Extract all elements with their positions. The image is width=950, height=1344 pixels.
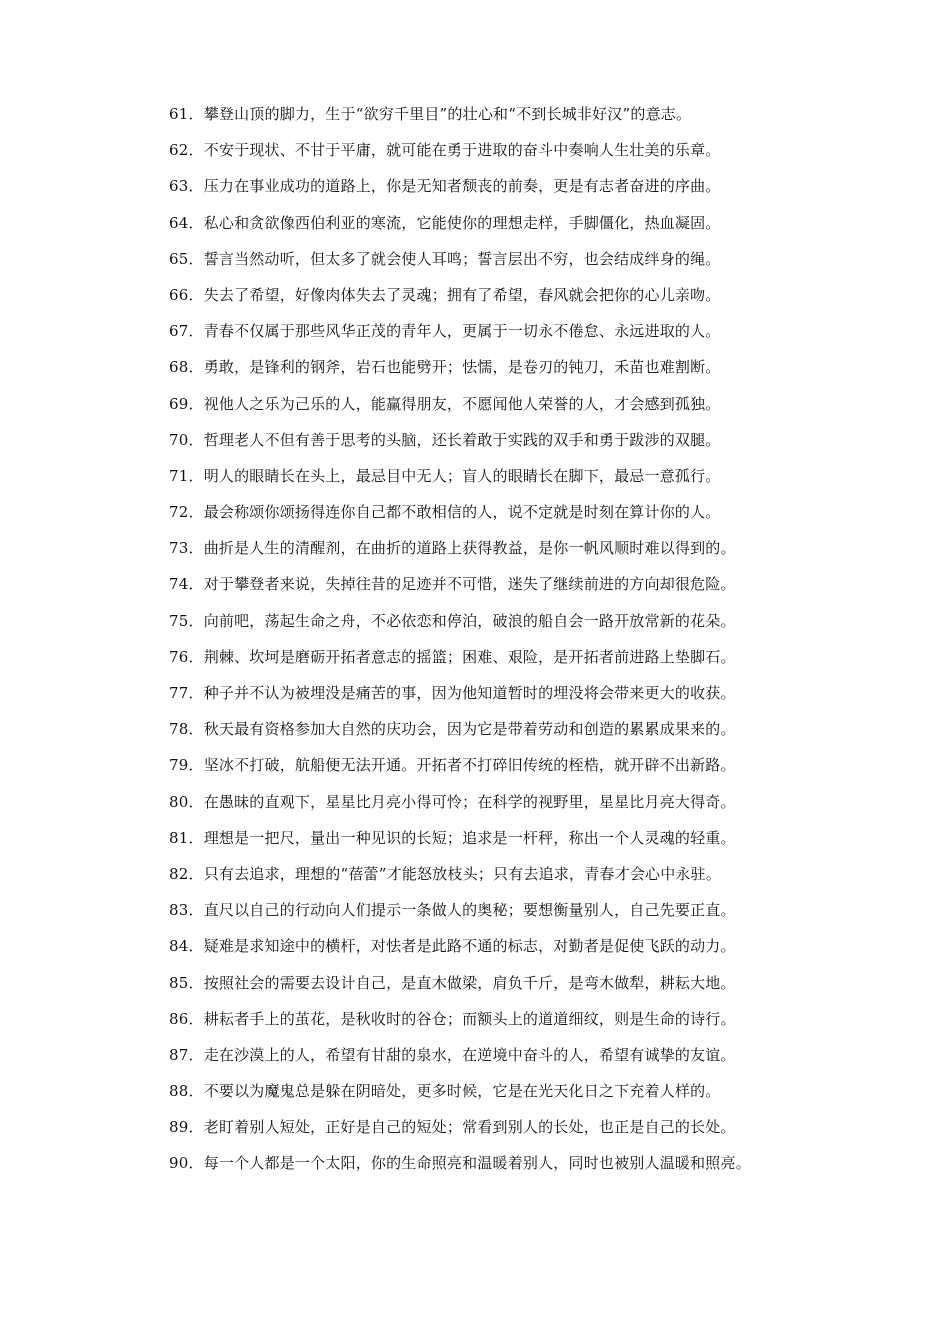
quote-line: [169, 892, 829, 928]
quote-number: 67．: [169, 322, 204, 341]
quote-text: 不要以为魔鬼总是躲在阴暗处，更多时候，它是在光天化日之下充着人样的。: [203, 1082, 721, 1101]
quote-text: 向前吧，荡起生命之舟，不必依恋和停泊，破浪的船自会一路开放常新的花朵。: [203, 611, 736, 630]
quote-line: [169, 639, 829, 675]
quote-line: [169, 1001, 829, 1037]
quote-number: 77．: [169, 684, 204, 702]
quote-text: 誓言当然动听，但太多了就会使人耳鸣；誓言层出不穷，也会结成绊身的绳。: [203, 249, 721, 268]
quote-line: [169, 313, 829, 349]
quote-text: 荆棘、坎坷是磨砺开拓者意志的摇篮；困难、艰险，是开拓者前进路上垫脚石。: [203, 647, 736, 666]
quote-line: [169, 965, 829, 1001]
quote-number: 89．: [169, 1118, 204, 1137]
quote-number: 62．: [169, 141, 204, 160]
quote-text: 私心和贪欲像西伯利亚的寒流，它能使你的理想走样，手脚僵化，热血凝固。: [203, 213, 721, 232]
quote-line: [169, 820, 829, 856]
quote-number: 84．: [169, 937, 204, 956]
quote-text: 攀登山顶的脚力，生于“欲穷千里目”的壮心和“不到长城非好汉”的意志。: [203, 105, 692, 123]
quote-text: 坚冰不打破，航船便无法开通。开拓者不打碎旧传统的桎梏，就开辟不出新路。: [203, 756, 736, 775]
quote-line: [169, 747, 829, 783]
quote-line: [169, 530, 829, 566]
quote-number: 76．: [169, 647, 204, 666]
quote-text: 哲理老人不但有善于思考的头脑，还长着敢于实践的双手和勇于跋涉的双腿。: [203, 430, 721, 449]
quote-text: 明人的眼睛长在头上，最忌目中无人；盲人的眼睛长在脚下，最忌一意孤行。: [203, 466, 721, 485]
quote-line: [169, 349, 829, 385]
quote-number: 72．: [169, 503, 204, 522]
quote-list: [169, 96, 829, 1182]
quote-number: 63．: [169, 177, 204, 196]
quote-number: 74．: [169, 575, 204, 594]
quote-number: 64．: [169, 213, 204, 232]
quote-number: 61．: [169, 105, 204, 123]
quote-text: 每一个人都是一个太阳，你的生命照亮和温暖着别人，同时也被别人温暖和照亮。: [203, 1154, 751, 1173]
quote-number: 80．: [169, 792, 204, 811]
quote-text: 视他人之乐为己乐的人，能赢得朋友，不愿闻他人荣誉的人，才会感到孤独。: [203, 394, 721, 413]
quote-line: [169, 241, 829, 277]
quote-line: [169, 96, 829, 132]
quote-number: 86．: [169, 1009, 204, 1028]
quote-number: 82．: [169, 864, 204, 883]
quote-number: 70．: [169, 430, 204, 449]
quote-line: [169, 603, 829, 639]
quote-line: [169, 1037, 829, 1073]
quote-number: 73．: [169, 539, 204, 558]
quote-line: [169, 856, 829, 892]
quote-text: 按照社会的需要去设计自己，是直木做梁，肩负千斤，是弯木做犁，耕耘大地。: [203, 973, 736, 992]
quote-number: 75．: [169, 611, 204, 630]
quote-number: 81．: [169, 828, 204, 847]
quote-line: [169, 386, 829, 422]
quote-line: [169, 784, 829, 820]
quote-text: 理想是一把尺，量出一种见识的长短；追求是一杆秤，称出一个人灵魂的轻重。: [203, 828, 736, 847]
quote-number: 85．: [169, 973, 204, 992]
quote-line: [169, 422, 829, 458]
quote-line: [169, 675, 829, 711]
quote-text: 对于攀登者来说，失掉往昔的足迹并不可惜，迷失了继续前进的方向却很危险。: [203, 575, 736, 594]
quote-text: 疑难是求知途中的横杆，对怯者是此路不通的标志，对勤者是促使飞跃的动力。: [203, 937, 736, 956]
quote-line: [169, 1109, 829, 1145]
quote-line: [169, 205, 829, 241]
quote-text: 种子并不认为被埋没是痛苦的事，因为他知道暂时的埋没将会带来更大的收获。: [203, 684, 736, 702]
quote-line: [169, 566, 829, 602]
quote-line: [169, 277, 829, 313]
quote-line: [169, 1073, 829, 1109]
quote-text: 青春不仅属于那些风华正茂的青年人，更属于一切永不倦怠、永远进取的人。: [203, 322, 721, 341]
quote-text: 走在沙漠上的人，希望有甘甜的泉水，在逆境中奋斗的人，希望有诚挚的友谊。: [203, 1045, 736, 1064]
quote-number: 65．: [169, 249, 204, 268]
quote-line: [169, 928, 829, 964]
quote-line: [169, 458, 829, 494]
quote-text: 最会称颂你颂扬得连你自己都不敢相信的人，说不定就是时刻在算计你的人。: [203, 503, 721, 522]
quote-text: 直尺以自己的行动向人们提示一条做人的奥秘；要想衡量别人，自己先要正直。: [203, 901, 736, 920]
quote-text: 秋天最有资格参加大自然的庆功会，因为它是带着劳动和创造的累累成果来的。: [203, 720, 736, 739]
quote-number: 79．: [169, 756, 204, 775]
quote-line: [169, 1145, 829, 1181]
quote-number: 68．: [169, 358, 204, 377]
quote-number: 88．: [169, 1082, 204, 1101]
quote-line: [169, 132, 829, 168]
quote-text: 曲折是人生的清醒剂，在曲折的道路上获得教益，是你一帆风顺时难以得到的。: [203, 539, 736, 558]
quote-text: 压力在事业成功的道路上，你是无知者颓丧的前奏，更是有志者奋进的序曲。: [203, 177, 721, 196]
quote-line: [169, 168, 829, 204]
quote-number: 90．: [169, 1154, 204, 1173]
quote-line: [169, 494, 829, 530]
quote-text: 耕耘者手上的茧花，是秋收时的谷仓；而额头上的道道细纹，则是生命的诗行。: [203, 1009, 736, 1028]
quote-text: 在愚昧的直观下，星星比月亮小得可怜；在科学的视野里，星星比月亮大得奇。: [203, 792, 736, 811]
quote-text: 老盯着别人短处，正好是自己的短处；常看到别人的长处，也正是自己的长处。: [203, 1118, 736, 1137]
quote-line: [169, 711, 829, 747]
quote-text: 只有去追求，理想的“蓓蕾”才能怒放枝头；只有去追求，青春才会心中永驻。: [203, 864, 722, 883]
quote-number: 66．: [169, 285, 204, 304]
quote-number: 71．: [169, 466, 204, 485]
quote-text: 失去了希望，好像肉体失去了灵魂；拥有了希望，春风就会把你的心儿亲吻。: [203, 285, 721, 304]
quote-text: 勇敢，是锋利的钢斧，岩石也能劈开；怯懦，是卷刃的钝刀，禾苗也难割断。: [203, 358, 721, 377]
quote-text: 不安于现状、不甘于平庸，就可能在勇于进取的奋斗中奏响人生壮美的乐章。: [203, 141, 721, 160]
quote-number: 87．: [169, 1045, 204, 1064]
quote-number: 69．: [169, 394, 204, 413]
quote-number: 78．: [169, 720, 204, 739]
quote-number: 83．: [169, 901, 204, 920]
